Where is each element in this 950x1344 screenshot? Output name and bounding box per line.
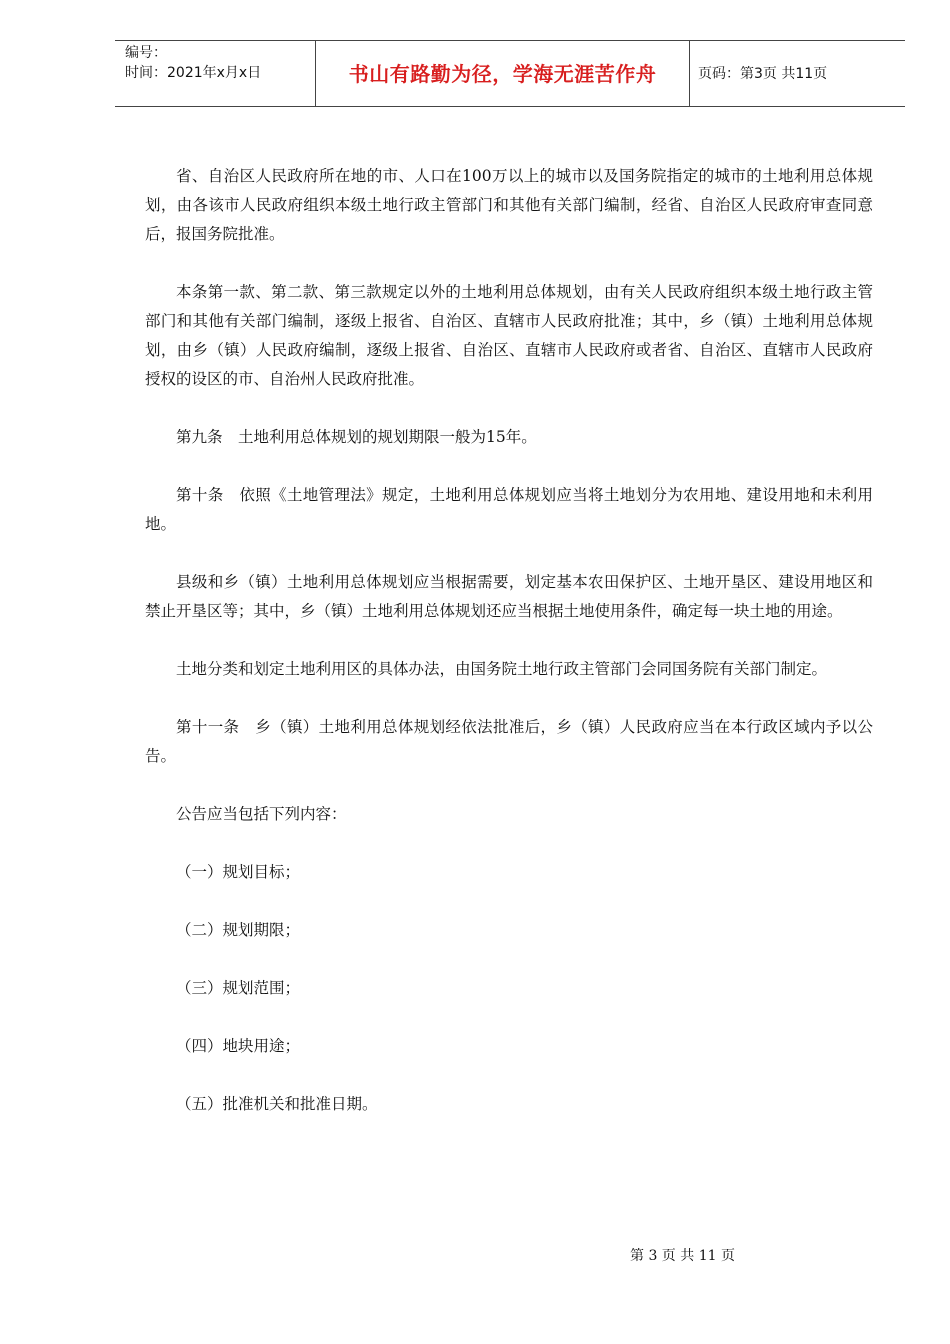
list-item: （三）规划范围； [176, 979, 301, 997]
paragraph: 公告应当包括下列内容： [176, 805, 347, 823]
paragraph: 土地分类和划定土地利用区的具体办法，由国务院土地行政主管部门会同国务院有关部门制定。 [176, 660, 828, 678]
paragraph: 第十条 依照《土地管理法》规定，土地利用总体规划应当将土地划分为农用地、建设用地和未利用地。 [145, 486, 873, 533]
list-item: （四）地块用途； [176, 1037, 301, 1055]
list-item: （一）规划目标； [176, 863, 301, 881]
paragraph: 县级和乡（镇）土地利用总体规划应当根据需要，划定基本农田保护区、土地开垦区、建设用地区和禁止开垦区等；其中，乡（镇）土地利用总体规划还应当根据土地使用条件，确定每一块土地的用途。 [145, 573, 873, 620]
document-body [145, 162, 873, 1119]
page-footer: 第 3 页 共 11 页 [630, 1248, 735, 1264]
paragraph: 第九条 土地利用总体规划的规划期限一般为15年。 [176, 428, 537, 446]
document-number-label: 编号： [125, 45, 167, 61]
list-item: （五）批准机关和批准日期。 [176, 1095, 378, 1113]
header-page-info: 页码：第3页 共11页 [698, 66, 828, 82]
page-header [115, 40, 905, 107]
paragraph: 第十一条 乡（镇）土地利用总体规划经依法批准后，乡（镇）人民政府应当在本行政区域内予以公告。 [145, 718, 873, 765]
paragraph: 本条第一款、第二款、第三款规定以外的土地利用总体规划，由有关人民政府组织本级土地行政主管部门和其他有关部门编制，逐级上报省、自治区、直辖市人民政府批准；其中，乡（镇）土地利用总体规划，由乡（镇）人民政府编制，逐级上报省、自治区、直辖市人民政府或者省、自治区、直辖市人民政府授权的设区的市、自治州人民政府批准。 [145, 283, 873, 388]
header-meta [115, 41, 316, 107]
list-item: （二）规划期限； [176, 921, 301, 939]
header-motto: 书山有路勤为径，学海无涯苦作舟 [316, 41, 690, 107]
document-time-label: 时间：2021年x月x日 [125, 65, 262, 81]
paragraph: 省、自治区人民政府所在地的市、人口在100万以上的城市以及国务院指定的城市的土地利用总体规划，由各该市人民政府组织本级土地行政主管部门和其他有关部门编制，经省、自治区人民政府审查同意后，报国务院批准。 [145, 167, 873, 243]
